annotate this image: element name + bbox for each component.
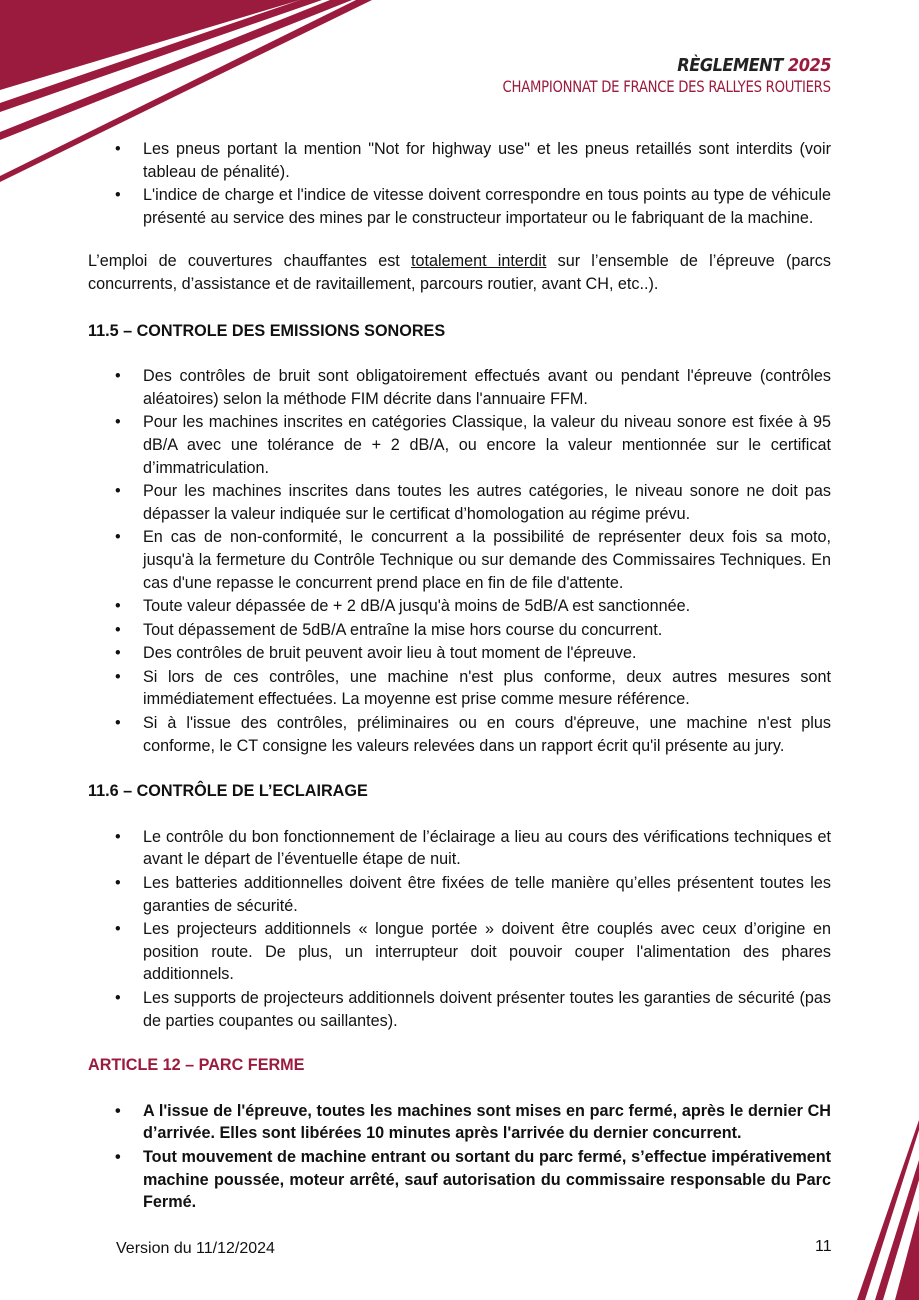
- bullet-icon: •: [115, 644, 121, 663]
- list-item: • Des contrôles de bruit peuvent avoir lieu à tout moment de l'épreuve.: [88, 642, 831, 665]
- championship-title: CHAMPIONNAT DE FRANCE DES RALLYES ROUTIERS: [502, 77, 831, 96]
- bullet-icon: •: [115, 597, 121, 616]
- list-item: • Si lors de ces contrôles, une machine n'est plus conforme, deux autres mesures sont immédiatement effectuées. La moyenne est prise comme mesure référence.: [115, 667, 831, 709]
- list-item: • Si à l'issue des contrôles, préliminaires ou en cours d'épreuve, une machine n'est plus conforme, le CT consigne les valeurs relevées dans un rapport écrit qu'il présente au jury.: [115, 714, 831, 755]
- regulation-year: 2025: [787, 55, 831, 76]
- bullet-icon: •: [115, 367, 121, 386]
- bullet-icon: •: [115, 140, 121, 158]
- section-heading-11-5: 11.5 – CONTROLE DES EMISSIONS SONORES: [88, 321, 446, 340]
- document-header: [474, 56, 831, 98]
- bullet-icon: •: [115, 413, 121, 432]
- list-item: • Des contrôles de bruit sont obligatoirement effectués avant ou pendant l'épreuve (contrôles aléatoires) selon la méthode FIM décrite dans l'annuaire FFM.: [115, 367, 831, 408]
- section-heading-11-6: 11.6 – CONTRÔLE DE L’ECLAIRAGE: [88, 782, 368, 801]
- parc-ferme-bullet-list: [88, 1100, 831, 1214]
- heating-blankets-paragraph: L’emploi de couvertures chauffantes est totalement interdit sur l’ensemble de l’épreuve (parcs concurrents, d’assistance et de ravitaillement, parcours routier, avant CH, etc..).: [88, 252, 831, 293]
- page-number: 11: [815, 1238, 832, 1255]
- article-12-heading: ARTICLE 12 – PARC FERME: [88, 1056, 305, 1075]
- bullet-icon: •: [115, 1101, 121, 1120]
- bullet-icon: •: [115, 920, 121, 939]
- list-item: • En cas de non-conformité, le concurrent a la possibilité de représenter deux fois sa moto, jusqu'à la fermeture du Contrôle Technique ou sur demande des Commissaires Techniques. En cas d'une repasse le concurrent prend place en fin de file d'attente.: [115, 528, 831, 592]
- noise-bullet-list: [88, 365, 831, 757]
- bullet-icon: •: [115, 186, 121, 205]
- bullet-icon: •: [115, 528, 121, 547]
- bullet-icon: •: [115, 874, 121, 893]
- version-label: Version du 11/12/2024: [116, 1240, 275, 1257]
- bullet-icon: •: [115, 620, 121, 639]
- footer-decoration: [839, 1120, 919, 1300]
- list-item: • A l'issue de l'épreuve, toutes les machines sont mises en parc fermé, après le dernier CH d’arrivée. Elles sont libérées 10 minutes après l'arrivée du dernier concurrent.: [115, 1101, 831, 1143]
- intro-bullet-list: [88, 138, 831, 229]
- bullet-icon: •: [115, 482, 121, 501]
- bullet-icon: •: [115, 1147, 121, 1166]
- list-item: • Toute valeur dépassée de + 2 dB/A jusqu'à moins de 5dB/A est sanctionnée.: [88, 595, 831, 618]
- bullet-icon: •: [115, 667, 121, 686]
- list-item: • Pour les machines inscrites dans toutes les autres catégories, le niveau sonore ne doit pas dépasser la valeur indiquée sur le certificat d’homologation au régime prévu.: [115, 482, 831, 523]
- list-item: • Les pneus portant la mention "Not for highway use" et les pneus retaillés sont interdits (voir tableau de pénalité).: [115, 140, 831, 181]
- list-item: • Tout mouvement de machine entrant ou sortant du parc fermé, s’effectue impérativement machine poussée, moteur arrêté, sauf autorisation du commissaire responsable du Parc Fermé.: [115, 1147, 831, 1212]
- lighting-bullet-list: [88, 826, 831, 1032]
- list-item: • Le contrôle du bon fonctionnement de l’éclairage a lieu au cours des vérifications techniques et avant le départ de l’éventuelle étape de nuit.: [115, 827, 831, 869]
- list-item: • L'indice de charge et l'indice de vitesse doivent correspondre en tous points au type de véhicule présenté au service des mines par le constructeur importateur ou le fabriquant de la machine.: [115, 186, 831, 227]
- underlined-text: totalement interdit: [411, 252, 547, 271]
- bullet-icon: •: [115, 714, 121, 733]
- bullet-icon: •: [115, 827, 121, 846]
- list-item: • Les projecteurs additionnels « longue portée » doivent être couplés avec ceux d’origine en position route. De plus, un interrupteur doit pouvoir couper l'alimentation des phares additionnels.: [115, 920, 831, 984]
- regulation-label: RÈGLEMENT: [677, 55, 783, 76]
- bullet-icon: •: [115, 989, 121, 1007]
- list-item: • Les supports de projecteurs additionnels doivent présenter toutes les garanties de sécurité (pas de parties coupantes ou saillantes).: [115, 989, 831, 1030]
- list-item: • Les batteries additionnelles doivent être fixées de telle manière qu’elles présentent toutes les garanties de sécurité.: [115, 874, 831, 915]
- regulation-title: [474, 56, 831, 76]
- page-content: [88, 138, 831, 1215]
- list-item: • Pour les machines inscrites en catégories Classique, la valeur du niveau sonore est fixée à 95 dB/A avec une tolérance de + 2 dB/A, ou encore la valeur mentionnée sur le certificat d’immatriculation.: [115, 413, 831, 477]
- list-item: • Tout dépassement de 5dB/A entraîne la mise hors course du concurrent.: [88, 619, 831, 642]
